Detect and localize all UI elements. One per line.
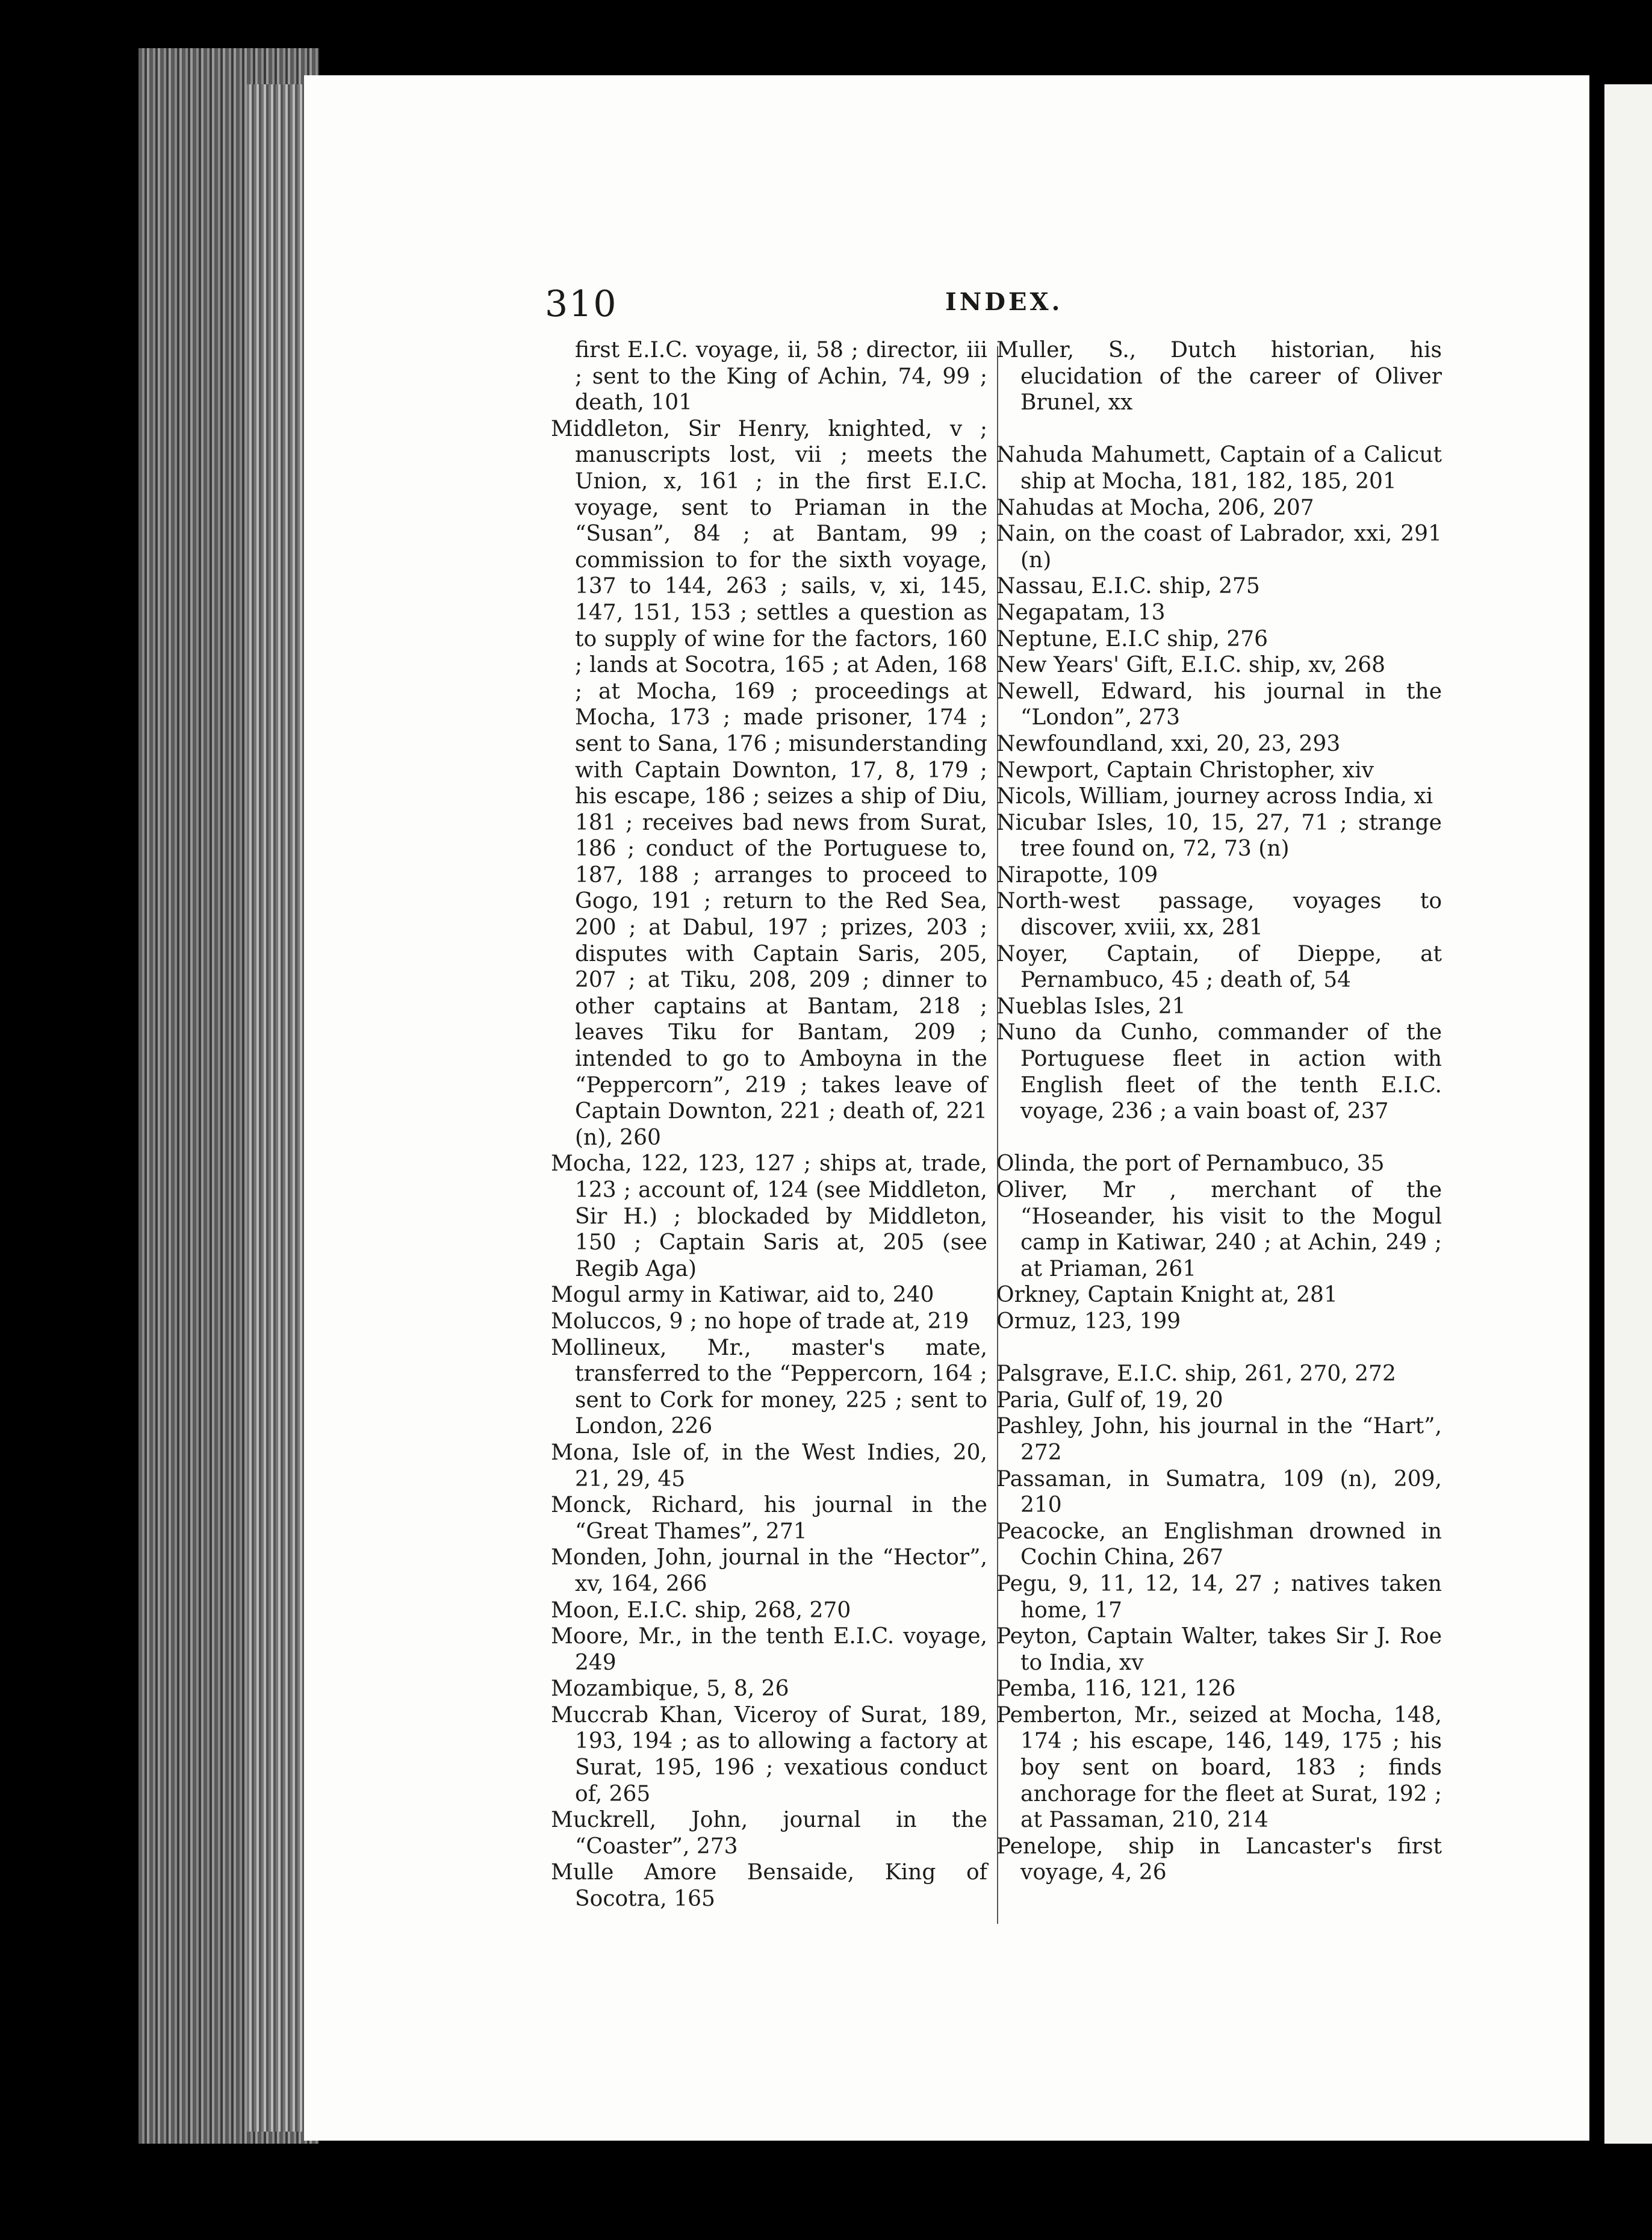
index-entry: Peacocke, an Englishman drowned in Cochin China, 267 <box>996 1519 1442 1570</box>
index-entry: Noyer, Captain, of Dieppe, at Pernambuco, 45 ; death of, 54 <box>996 941 1442 993</box>
index-entry: Palsgrave, E.I.C. ship, 261, 270, 272 <box>996 1361 1396 1387</box>
index-entry: Moore, Mr., in the tenth E.I.C. voyage, 249 <box>551 1624 987 1675</box>
index-entry: Nirapotte, 109 <box>996 862 1158 888</box>
index-entry: Nicubar Isles, 10, 15, 27, 71 ; strange tree found on, 72, 73 (n) <box>996 810 1442 862</box>
index-entry: Muccrab Khan, Viceroy of Surat, 189, 193, 194 ; as to allowing a factory at Surat, 195, 196 ; vexatious conduct of, 265 <box>551 1702 987 1806</box>
index-entry: Mulle Amore Bensaide, King of Socotra, 165 <box>551 1860 987 1912</box>
index-entry: Ormuz, 123, 199 <box>996 1308 1181 1334</box>
index-entry: Penelope, ship in Lancaster's first voyage, 4, 26 <box>996 1834 1442 1885</box>
index-column-left <box>551 337 987 1912</box>
index-entry: Newfoundland, xxi, 20, 23, 293 <box>996 731 1341 756</box>
index-entry: Nueblas Isles, 21 <box>996 994 1186 1019</box>
index-entry: New Years' Gift, E.I.C. ship, xv, 268 <box>996 653 1386 678</box>
index-entry: first E.I.C. voyage, ii, 58 ; director, iii ; sent to the King of Achin, 74, 99 ; death, 101 <box>575 338 987 415</box>
index-entry: Mocha, 122, 123, 127 ; ships at, trade, 123 ; account of, 124 (see Middleton, Sir H.) ; blockaded by Middleton, 150 ; Captain Saris at, 205 (see Regib Aga) <box>551 1151 987 1281</box>
index-entry: Nicols, William, journey across India, xi <box>996 784 1433 809</box>
index-entry: Middleton, Sir Henry, knighted, v ; manuscripts lost, vii ; meets the Union, x, 161 ; in the first E.I.C. voyage, sent to Priaman in the “Susan”, 84 ; at Bantam, 99 ; commission to for the sixth voyage, 137 to 144, 263 ; sails, v, xi, 145, 147, 151, 153 ; settles a question as to supply of wine for the factors, 160 ; lands at Socotra, 165 ; at Aden, 168 ; at Mocha, 169 ; proceedings at Mocha, 173 ; made prisoner, 174 ; sent to Sana, 176 ; misunderstanding with Captain Downton, 17, 8, 179 ; his escape, 186 ; seizes a ship of Diu, 181 ; receives bad news from Surat, 186 ; conduct of the Portuguese to, 187, 188 ; arranges to proceed to Gogo, 191 ; return to the Red Sea, 200 ; at Dabul, 197 ; prizes, 203 ; disputes with Captain Saris, 205, 207 ; at Tiku, 208, 209 ; dinner to other captains at Bantam, 218 ; leaves Tiku for Bantam, 209 ; intended to go to Amboyna in the “Peppercorn”, 219 ; takes leave of Captain Downton, 221 ; death of, 221 (n), 260 <box>551 416 987 1150</box>
index-entry: Pemba, 116, 121, 126 <box>996 1676 1236 1702</box>
index-entry: Orkney, Captain Knight at, 281 <box>996 1283 1338 1308</box>
index-entry: Nuno da Cunho, commander of the Portuguese fleet in action with English fleet of the tenth E.I.C. voyage, 236 ; a vain boast of, 237 <box>996 1020 1442 1124</box>
page-number: 310 <box>545 283 618 325</box>
index-entry: Pemberton, Mr., seized at Mocha, 148, 174 ; his escape, 146, 149, 175 ; his boy sent on board, 183 ; finds anchorage for the fleet at Surat, 192 ; at Passaman, 210, 214 <box>996 1702 1442 1833</box>
facing-page-edge <box>1604 84 1652 2144</box>
index-entry: Muller, S., Dutch historian, his elucidation of the career of Oliver Brunel, xx <box>996 338 1442 415</box>
index-entry: Newell, Edward, his journal in the “London”, 273 <box>996 679 1442 730</box>
index-entry: Newport, Captain Christopher, xiv <box>996 758 1374 783</box>
index-entry: Mona, Isle of, in the West Indies, 20, 21, 29, 45 <box>551 1440 987 1492</box>
index-entry: Passaman, in Sumatra, 109 (n), 209, 210 <box>996 1466 1442 1518</box>
index-entry: Moluccos, 9 ; no hope of trade at, 219 <box>551 1308 969 1334</box>
index-column-right <box>996 337 1442 1886</box>
index-entry: Muckrell, John, journal in the “Coaster”, 273 <box>551 1808 987 1859</box>
index-entry: Monden, John, journal in the “Hector”, xv, 164, 266 <box>551 1545 987 1596</box>
index-entry: Negapatam, 13 <box>996 600 1166 625</box>
index-entry: Nassau, E.I.C. ship, 275 <box>996 574 1260 599</box>
index-entry: Nahuda Mahumett, Captain of a Calicut ship at Mocha, 181, 182, 185, 201 <box>996 443 1442 494</box>
index-entry: Nahudas at Mocha, 206, 207 <box>996 495 1314 520</box>
running-head: INDEX. <box>945 288 1063 316</box>
index-entry: Moon, E.I.C. ship, 268, 270 <box>551 1598 851 1623</box>
index-entry: Paria, Gulf of, 19, 20 <box>996 1387 1223 1413</box>
index-entry: Pashley, John, his journal in the “Hart”, 272 <box>996 1414 1442 1465</box>
index-entry: Olinda, the port of Pernambuco, 35 <box>996 1151 1385 1177</box>
index-entry: Oliver, Mr , merchant of the “Hoseander, his visit to the Mogul camp in Katiwar, 240 ; at Achin, 249 ; at Priaman, 261 <box>996 1178 1442 1281</box>
index-entry: Nain, on the coast of Labrador, xxi, 291 (n) <box>996 521 1442 573</box>
index-entry: Mollineux, Mr., master's mate, transferred to the “Peppercorn, 164 ; sent to Cork for money, 225 ; sent to London, 226 <box>551 1335 987 1439</box>
index-entry: North-west passage, voyages to discover, xviii, xx, 281 <box>996 889 1442 941</box>
index-entry: Mozambique, 5, 8, 26 <box>551 1676 789 1702</box>
index-entry: Peyton, Captain Walter, takes Sir J. Roe to India, xv <box>996 1624 1442 1675</box>
index-entry: Neptune, E.I.C ship, 276 <box>996 626 1268 652</box>
index-entry: Monck, Richard, his journal in the “Great Thames”, 271 <box>551 1493 987 1544</box>
index-entry: Mogul army in Katiwar, aid to, 240 <box>551 1283 934 1308</box>
index-entry: Pegu, 9, 11, 12, 14, 27 ; natives taken home, 17 <box>996 1571 1442 1623</box>
